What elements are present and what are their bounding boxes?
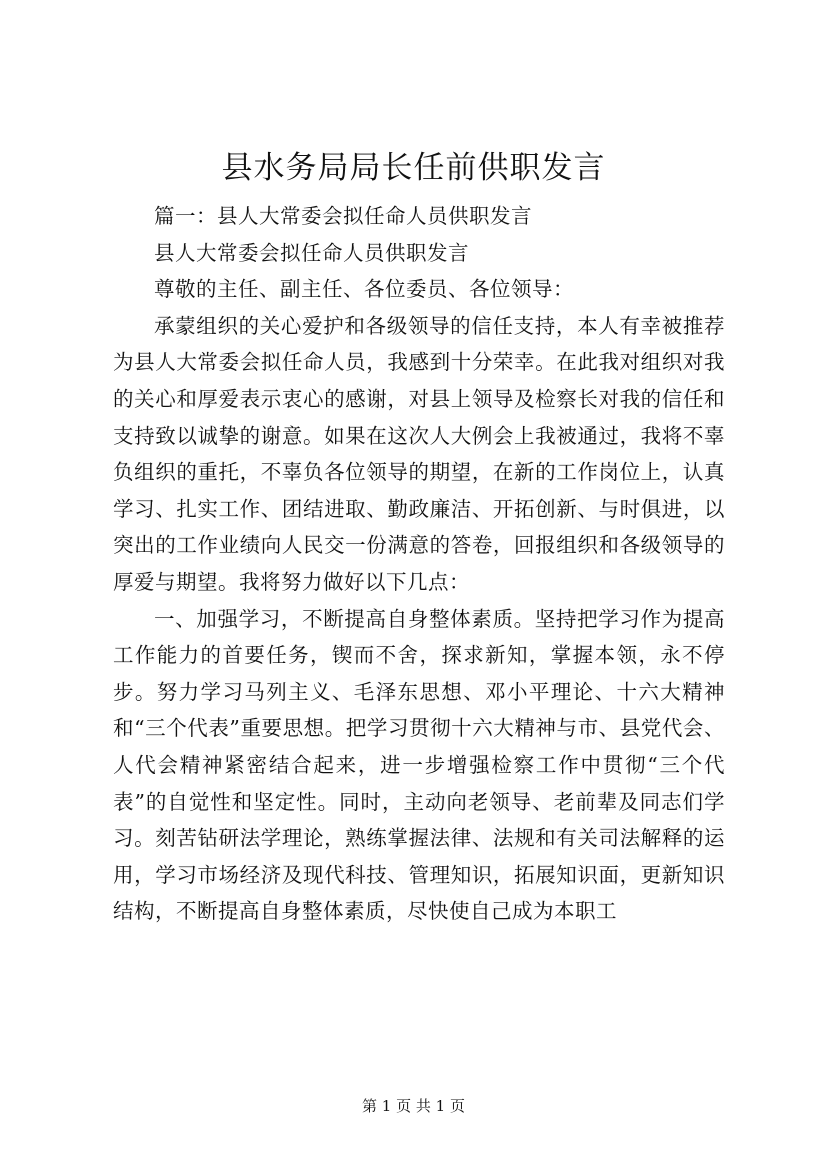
document-body bbox=[113, 198, 725, 930]
section-heading: 篇一：县人大常委会拟任命人员供职发言 bbox=[154, 204, 532, 228]
speech-title: 县人大常委会拟任命人员供职发言 bbox=[154, 240, 469, 265]
body-paragraph: 一、加强学习，不断提高自身整体素质。坚持把学习作为提高工作能力的首要任务，锲而不舍，探求新知，掌握本领，永不停步。努力学习马列主义、毛泽东思想、邓小平理论、十六大精神和“三个代表”重要思想。把学习贯彻十六大精神与市、县党代会、人代会精神紧密结合起来，进一步增强检察工作中贯彻“三个代表”的自觉性和坚定性。同时，主动向老领导、老前辈及同志们学习。刻苦钻研法学理论，熟练掌握法律、法规和有关司法解释的运用，学习市场经济及现代科技、管理知识，拓展知识面，更新知识结构，不断提高自身整体素质，尽快使自己成为本职工 bbox=[113, 606, 725, 924]
salutation: 尊敬的主任、副主任、各位委员、各位领导： bbox=[154, 277, 574, 302]
page-footer: 第 1 页 共 1 页 bbox=[362, 1097, 465, 1115]
body-paragraph: 承蒙组织的关心爱护和各级领导的信任支持，本人有幸被推荐为县人大常委会拟任命人员，我感到十分荣幸。在此我对组织对我的关心和厚爱表示衷心的感谢，对县上领导及检察长对我的信任和支持致以诚挚的谢意。如果在这次人大例会上我被通过，我将不辜负组织的重托，不辜负各位领导的期望，在新的工作岗位上，认真学习、扎实工作、团结进取、勤政廉洁、开拓创新、与时俱进，以突出的工作业绩向人民交一份满意的答卷，回报组织和各级领导的厚爱与期望。我将努力做好以下几点： bbox=[113, 313, 725, 594]
document-title: 县水务局局长任前供职发言 bbox=[221, 150, 606, 186]
